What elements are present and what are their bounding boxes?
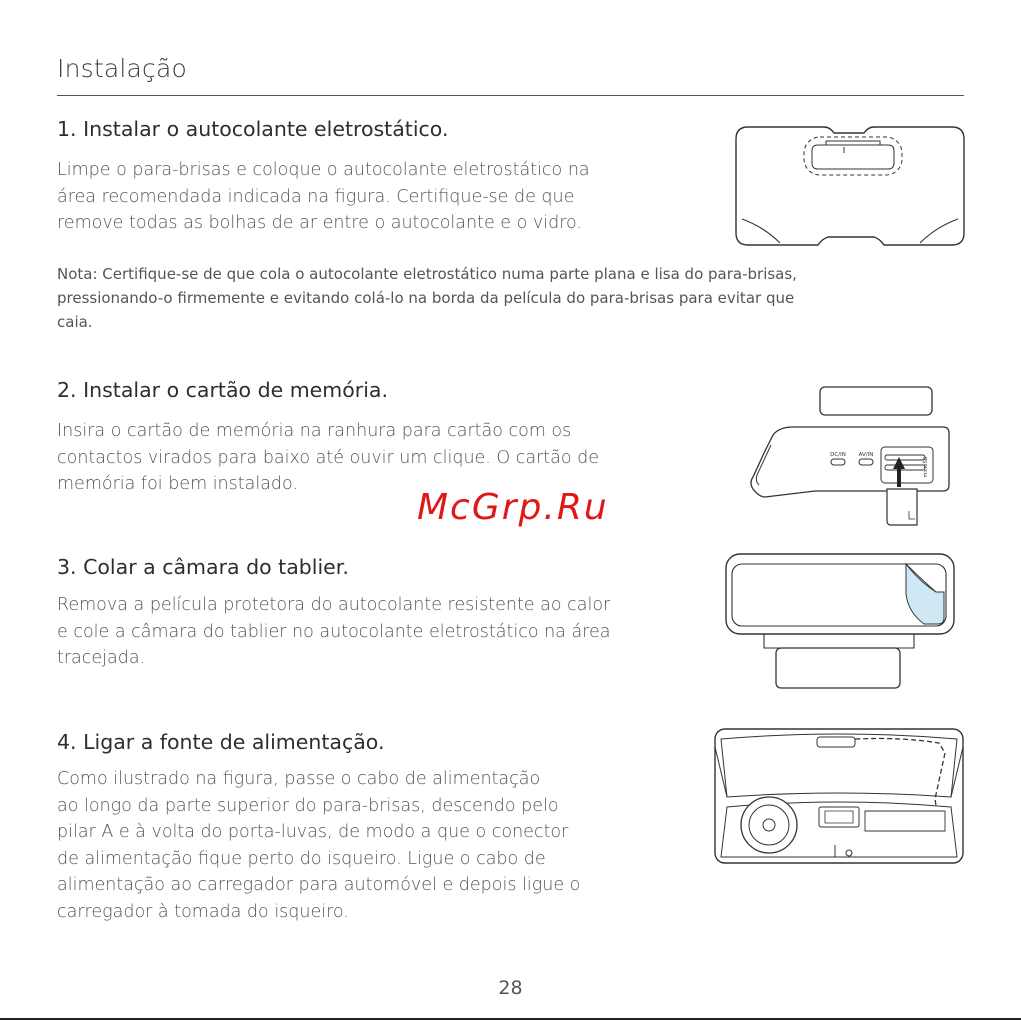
memory-card-figure <box>745 385 955 527</box>
step-1-text: Limpe o para-brisas e coloque o autocolante eletrostático na área recomendada indicada na figura. Certifique-se de que remove todas as bolhas de ar entre o autocolante e o vidro. <box>57 160 590 233</box>
step-4-text: Como ilustrado na figura, passe o cabo de alimentação ao longo da parte superior do para-brisas, descendo pelo pilar A e à volta do porta-luvas, de modo a que o conector de alimentação fique perto do isqueiro. Ligue o cabo de alimentação ao carregador para automóvel e depois ligue o carregador à tomada do isqueiro. <box>57 769 581 922</box>
step-3-text: Remova a película protetora do autocolante resistente ao calor e cole a câmara do tablier no autocolante eletrostático na área tracejada. <box>57 595 611 668</box>
camera-peel-figure <box>724 552 956 692</box>
step-1-heading: 1. Instalar o autocolante eletrostático. <box>57 117 449 141</box>
step-2-heading: 2. Instalar o cartão de memória. <box>57 378 389 402</box>
cable-routing-figure <box>713 727 965 865</box>
av-in-label: AV/IN <box>858 452 874 458</box>
bottom-divider <box>0 1018 1021 1020</box>
page-number: 28 <box>498 977 523 999</box>
watermark: McGrp.Ru <box>417 487 609 528</box>
step-3-heading: 3. Colar a câmara do tablier. <box>57 555 349 579</box>
step-1-note: Nota: Certifique-se de que cola o autocolante eletrostático numa parte plana e lisa do para-brisas, pressionando-o firmemente e evitando colá-lo na borda da película do para-brisas para evitar que caia. <box>57 265 797 331</box>
title-divider <box>57 95 964 96</box>
windshield-sticker-figure <box>734 125 966 247</box>
microsd-label: microSD <box>923 456 929 478</box>
dc-in-label: DC/IN <box>830 452 846 458</box>
step-4-heading: 4. Ligar a fonte de alimentação. <box>57 730 385 754</box>
step-2-text: Insira o cartão de memória na ranhura para cartão com os contactos virados para baixo até ouvir um clique. O cartão de memória foi bem instalado. <box>57 421 600 494</box>
page-title: Instalação <box>57 54 187 83</box>
